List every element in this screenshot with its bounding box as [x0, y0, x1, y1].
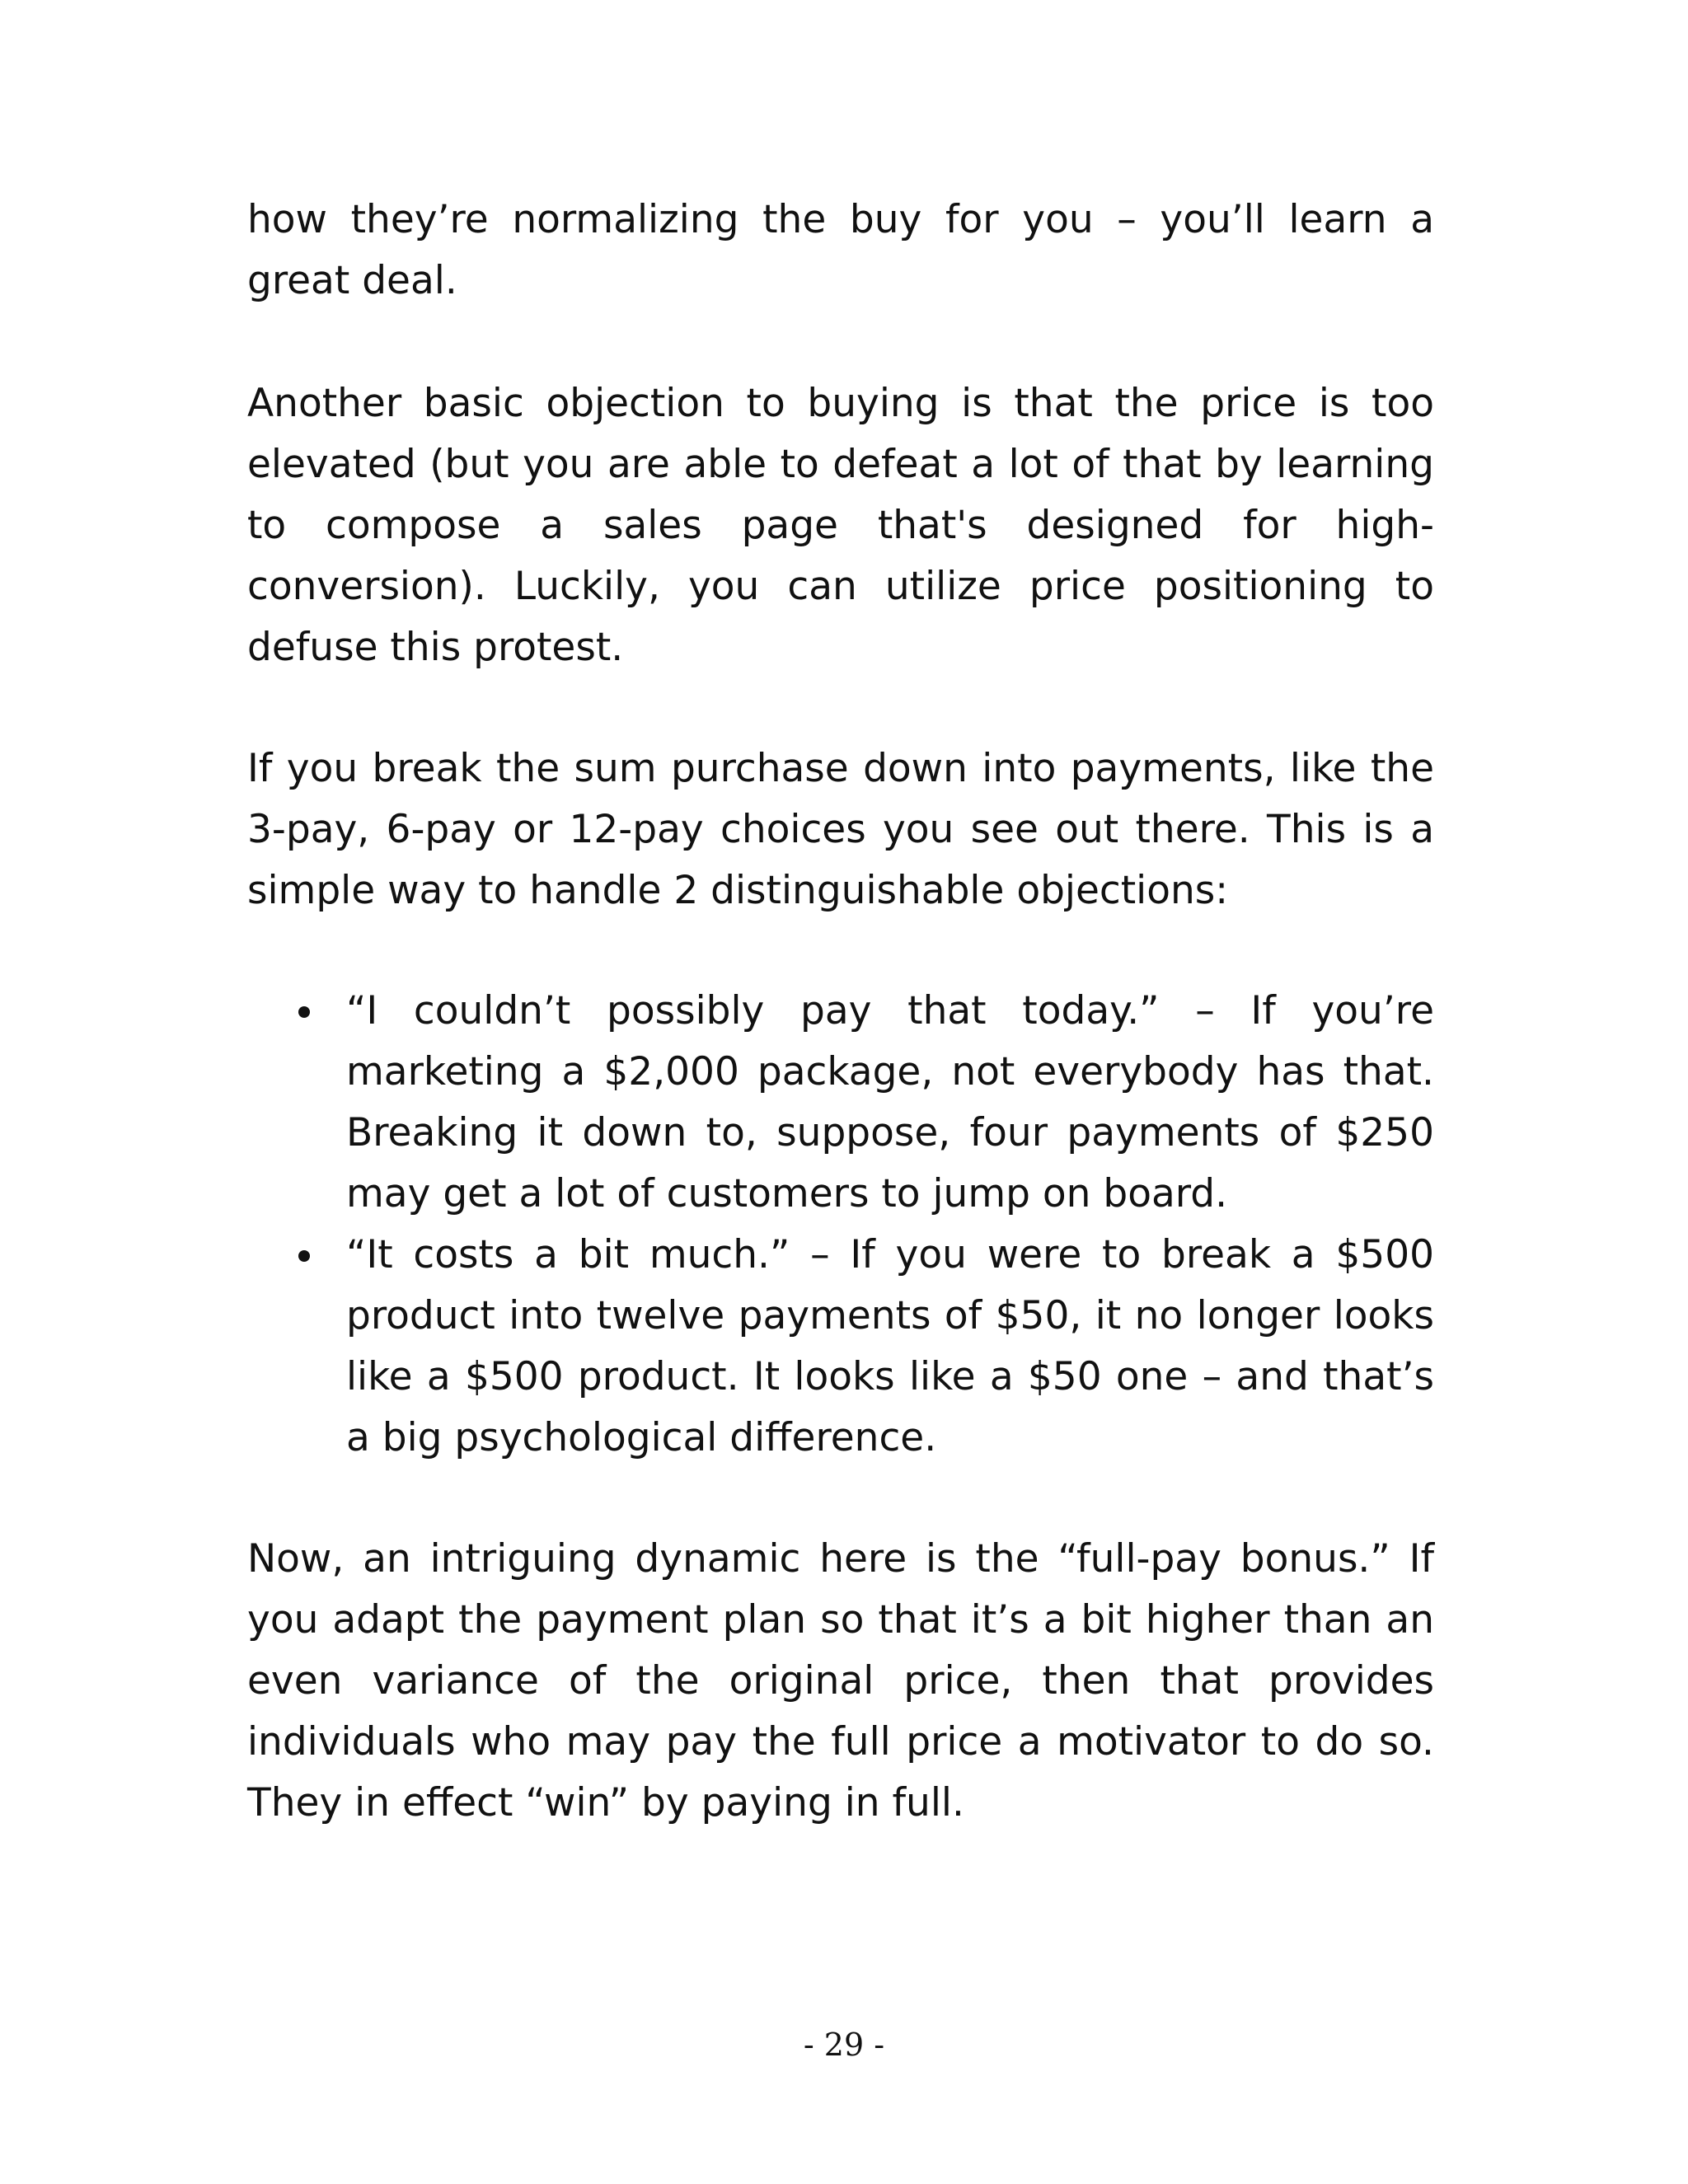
page-number: - 29 -: [803, 2027, 885, 2063]
objections-list: [247, 981, 1434, 1469]
list-item: [247, 981, 1434, 1225]
bullet-icon: [298, 1250, 310, 1262]
paragraph-price-objection: Another basic objection to buying is that the price is too elevated (but you are able to defeat a lot of that by learning to compose a sales page that's designed for high-conversion). Luckily, you can utilize price positioning to defuse this protest.: [247, 381, 1434, 670]
paragraph-payment-plans: If you break the sum purchase down into payments, like the 3-pay, 6-pay or 12-pay choices you see out there. This is a simple way to handle 2 distinguishable objections:: [247, 746, 1434, 913]
bullet-icon: [298, 1006, 310, 1018]
bullet-text: “It costs a bit much.” – If you were to break a $500 product into twelve payments of $50, it no longer looks like a $500 product. It looks like a $50 one – and that’s a big psychological difference.: [346, 1232, 1434, 1460]
list-item: [247, 1225, 1434, 1469]
bullet-text: “I couldn’t possibly pay that today.” – If you’re marketing a $2,000 package, not everybody has that. Breaking it down to, suppose, four payments of $250 may get a lot of customers to jump on board.: [346, 988, 1434, 1216]
paragraph-normalizing: how they’re normalizing the buy for you – you’ll learn a great deal.: [247, 197, 1434, 303]
paragraph-full-pay-bonus: Now, an intriguing dynamic here is the “full-pay bonus.” If you adapt the payment plan so that it’s a bit higher than an even variance of the original price, then that provides individuals who may pay the full price a motivator to do so. They in effect “win” by paying in full.: [247, 1536, 1434, 1825]
